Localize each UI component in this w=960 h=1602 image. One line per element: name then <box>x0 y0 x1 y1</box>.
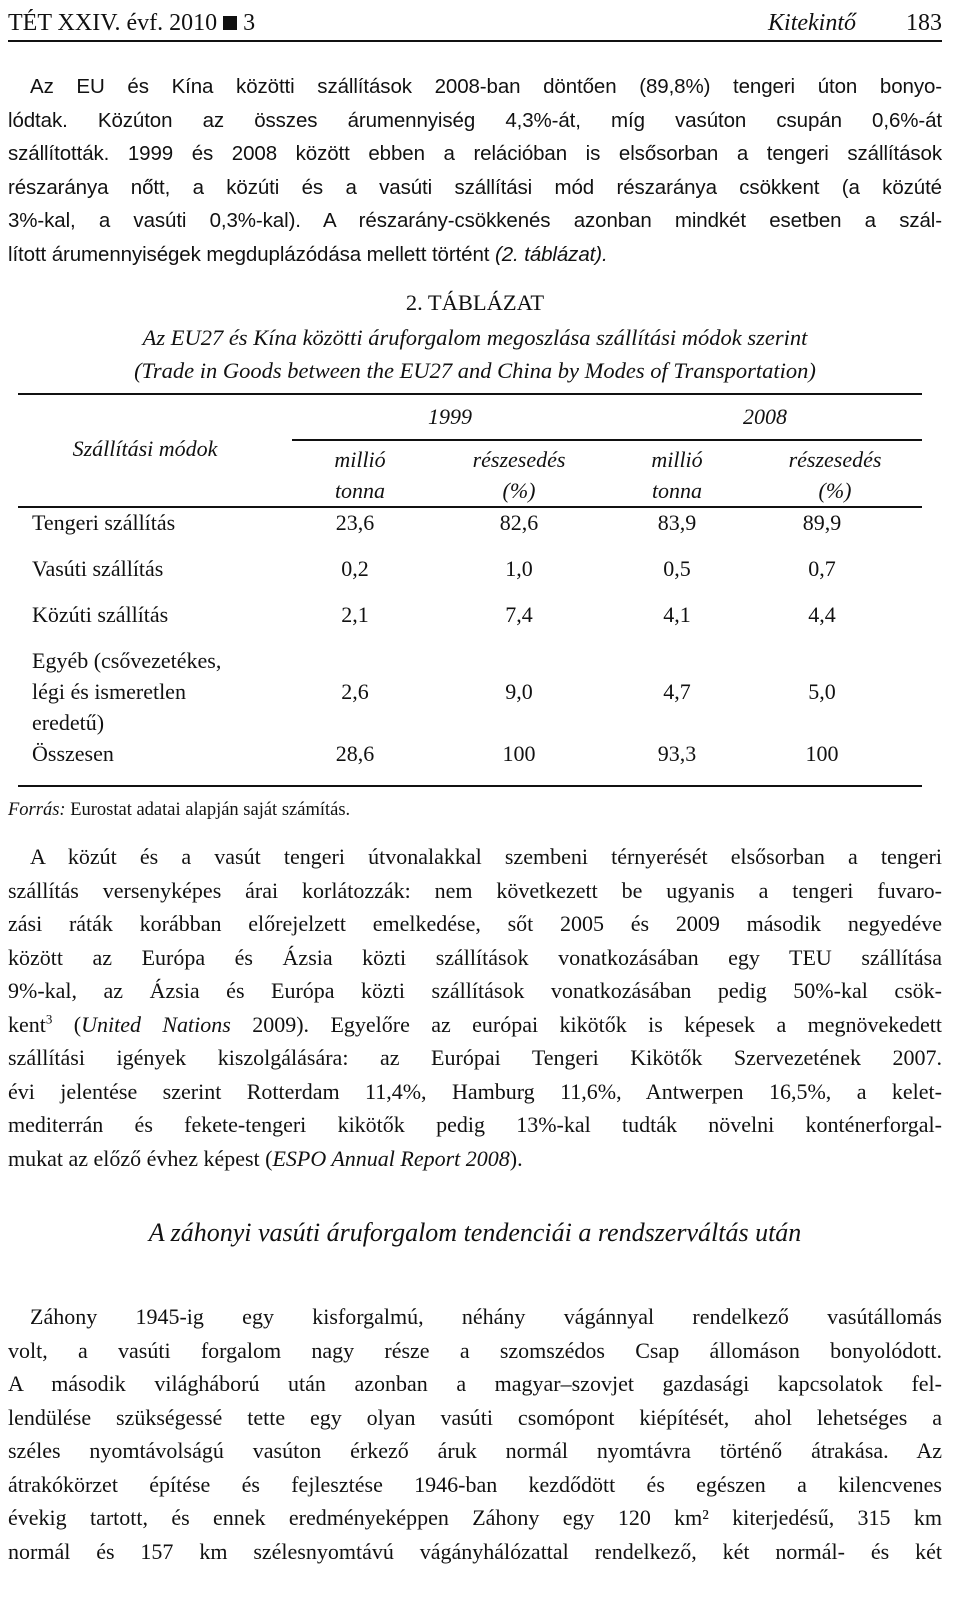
intro-paragraph <box>8 70 942 271</box>
text-run: ( <box>52 1011 82 1037</box>
paragraph-line: volt, a vasúti forgalom nagy része a szomszédos Csap állomáson bonyolódott. <box>8 1337 942 1363</box>
header-rule <box>8 40 942 42</box>
year-group-rule <box>292 439 922 441</box>
year-2008-header: 2008 <box>743 404 787 429</box>
paragraph-line: lendülése szükségessé tette egy olyan vasúti csomópont kiépítését, ahol lehetséges a <box>8 1404 942 1430</box>
table-cell: 83,9 <box>657 510 697 535</box>
table-reference: (2. táblázat). <box>495 242 608 266</box>
paragraph-text: lított árumennyiségek megduplázódása mellett történt <box>8 242 490 266</box>
table-cell: 9,0 <box>505 679 533 704</box>
table-cell: 0,2 <box>341 556 369 581</box>
table-source <box>8 797 350 823</box>
paragraph-line: lódtak. Közúton az összes árumennyiség 4,3%-át, míg vasúton csupán 0,6%-át <box>8 108 942 132</box>
table-cell: 28,6 <box>335 741 375 766</box>
paragraph-line: zási ráták korábban előrejelzett emelkedése, sőt 2005 és 2009 második negyedéve <box>8 911 942 936</box>
table-bottom-rule <box>18 785 922 787</box>
table-title-en: (Trade in Goods between the EU27 and China by Modes of Transportation) <box>134 358 816 383</box>
body-paragraph-3 <box>8 1300 942 1568</box>
paragraph-line: évi jelentése szerint Rotterdam 11,4%, Hamburg 11,6%, Antwerpen 16,5%, a kelet- <box>8 1078 942 1104</box>
section-name: Kitekintő <box>768 10 856 36</box>
col-header-3-top: millió <box>651 447 703 472</box>
table-cell: 4,4 <box>808 602 836 627</box>
table-cell: 4,7 <box>663 679 691 704</box>
row-label: Tengeri szállítás <box>32 510 176 535</box>
table-cell: 82,6 <box>499 510 539 535</box>
running-header <box>8 8 942 38</box>
table-cell: 93,3 <box>657 741 697 766</box>
table-cell: 0,5 <box>663 556 691 581</box>
paragraph-line: 9%-kal, az Ázsia és Európa közti szállítások vonatkozásában pedig 50%-kal csök- <box>8 978 942 1003</box>
paragraph-line: között az Európa és Ázsia közti szállítások vonatkozásában egy TEU szállítása <box>8 944 942 970</box>
text-run: ). <box>509 1145 523 1171</box>
issue-number: 3 <box>243 10 256 36</box>
table-cell: 5,0 <box>808 679 836 704</box>
col-header-3-bottom: tonna <box>651 478 703 503</box>
paragraph-line: Az EU és Kína közötti szállítások 2008-ban döntően (89,8%) tengeri úton bonyo- <box>30 75 942 98</box>
row-label-line: Egyéb (csővezetékes, <box>32 648 222 673</box>
col-header-1-top: millió <box>334 447 386 472</box>
stub-header: Szállítási módok <box>72 436 218 461</box>
paragraph-line-last <box>8 238 942 272</box>
table-top-rule <box>18 393 922 395</box>
table-cell: 2,6 <box>341 679 369 704</box>
paragraph-line: szállították. 1999 és 2008 között ebben a relációban is elsősorban a tengeri szállítások <box>8 142 942 165</box>
col-header-1-bottom: tonna <box>334 478 386 503</box>
paragraph-line: A második világháború után azonban a magyar–szovjet gazdasági kapcsolatok fel- <box>8 1371 942 1396</box>
table-cell: 100 <box>502 741 536 766</box>
source-text: Eurostat adatai alapján saját számítás. <box>70 800 351 820</box>
paragraph-line: szállítás versenyképes árai korlátozzák: nem következett be ugyanis a tengeri fuvaro- <box>8 877 942 903</box>
year-1999-header: 1999 <box>428 404 472 429</box>
paragraph-line-last <box>8 1142 942 1176</box>
footnote-marker: 3 <box>45 1011 53 1027</box>
row-label: Közúti szállítás <box>32 602 169 627</box>
text-run: mukat az előző évhez képest ( <box>8 1145 273 1171</box>
page-number: 183 <box>906 10 942 36</box>
section-info <box>768 8 942 38</box>
table-cell: 1,0 <box>505 556 533 581</box>
paragraph-line <box>8 1008 942 1042</box>
paragraph-line: A közút és a vasút tengeri útvonalakkal szembeni térnyerését elsősorban a tengeri <box>30 844 942 869</box>
paragraph-line: szállítási igények kiszolgálására: az Európai Tengeri Kikötők Szervezetének 2007. <box>8 1045 942 1070</box>
table-cell: 100 <box>805 741 839 766</box>
row-label: Összesen <box>32 741 114 766</box>
paragraph-line: Záhony 1945-ig egy kisforgalmú, néhány vágánnyal rendelkező vasútállomás <box>30 1304 942 1329</box>
journal-name: TÉT XXIV. évf. 2010 <box>8 10 218 36</box>
paragraph-line: részaránya nőtt, a közúti és a vasúti szállítási mód részaránya csökkent (a közúté <box>8 175 942 199</box>
col-header-2-top: részesedés <box>472 447 566 472</box>
text-run: 2009). Egyelőre az európai kikötők is képesek a megnövekedett <box>230 1011 942 1037</box>
col-header-4-top: részesedés <box>788 447 882 472</box>
citation: United Nations <box>81 1011 231 1037</box>
paragraph-line: normál és 157 km szélesnyomtávú vágányhálózattal rendelkező, két normál- és két <box>8 1538 942 1564</box>
table-cell: 4,1 <box>663 602 691 627</box>
table-cell: 7,4 <box>505 602 533 627</box>
table-cell: 23,6 <box>335 510 375 535</box>
section-heading: A záhonyi vasúti áruforgalom tendenciái a rendszerváltás után <box>148 1218 802 1247</box>
row-label: Vasúti szállítás <box>32 556 164 581</box>
row-label-line: eredetű) <box>32 710 105 735</box>
paragraph-line: mediterrán és fekete-tengeri kikötők pedig 13%-kal tudták növelni konténerforgal- <box>8 1112 942 1137</box>
paragraph-line: 3%-kal, a vasúti 0,3%-kal). A részarány-csökkenés azonban mindkét esetben a szál- <box>8 209 942 232</box>
table-cell: 2,1 <box>341 602 369 627</box>
body-paragraph-2 <box>8 840 942 1175</box>
source-label: Forrás: <box>8 800 66 820</box>
journal-info <box>8 8 255 38</box>
col-header-4-bottom: (%) <box>818 478 852 503</box>
paragraph-line: évekig tartott, és ennek eredményeképpen Záhony egy 120 km² kiterjedésű, 315 km <box>8 1505 942 1530</box>
table-number: 2. TÁBLÁZAT <box>405 290 545 315</box>
square-bullet-icon <box>223 16 237 30</box>
table-cell: 0,7 <box>808 556 836 581</box>
text-run: kent <box>8 1011 46 1037</box>
citation: ESPO Annual Report 2008 <box>272 1145 510 1171</box>
row-label-line: légi és ismeretlen <box>32 679 186 704</box>
table-title-hu: Az EU27 és Kína közötti áruforgalom megoszlása szállítási módok szerint <box>142 325 808 350</box>
paragraph-line: széles nyomtávolságú vasúton érkező áruk normál nyomtávra történő átrakása. Az <box>8 1438 942 1463</box>
table-cell: 89,9 <box>802 510 842 535</box>
col-header-2-bottom: (%) <box>502 478 536 503</box>
paragraph-line: átrakókörzet építése és fejlesztése 1946-ban kezdődött és egészen a kilencvenes <box>8 1471 942 1497</box>
